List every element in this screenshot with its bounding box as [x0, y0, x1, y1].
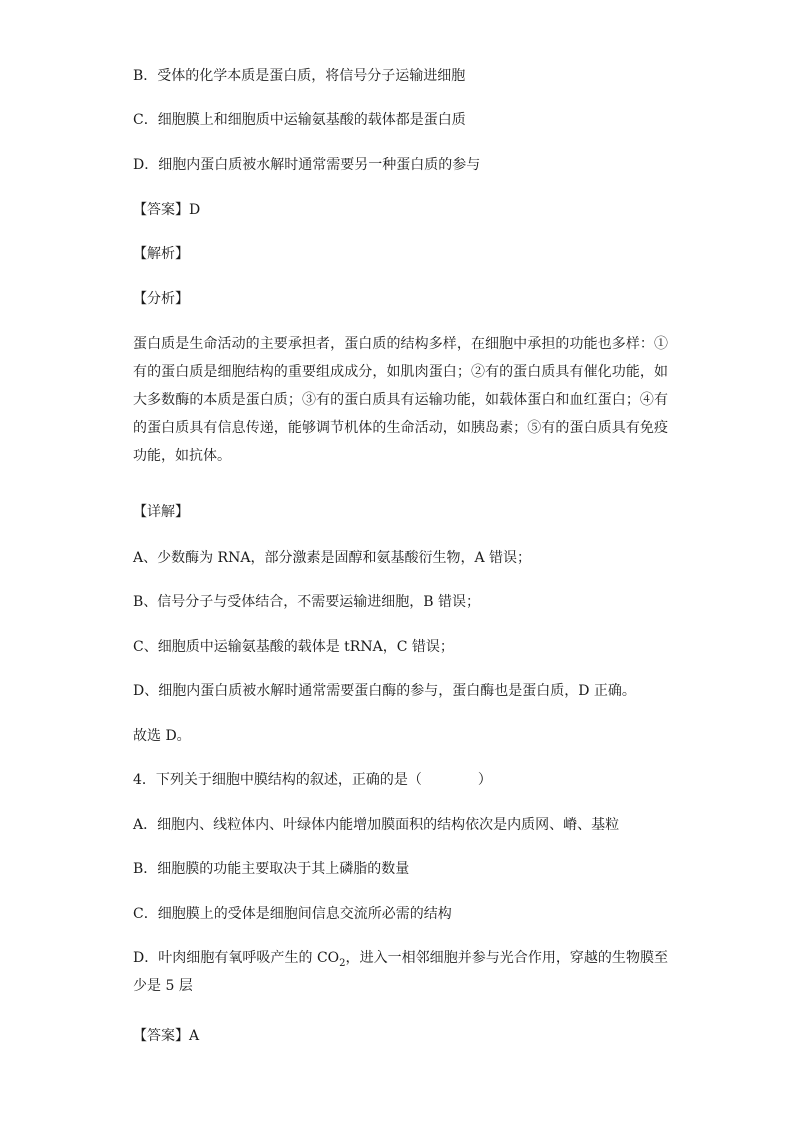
q4-answer: 【答案】A	[133, 1028, 200, 1044]
q4-option-d-post: ，进入一相邻细胞并参与光合作用，穿越的生物膜至少是 5 层	[133, 950, 668, 994]
q4-option-d-sub: 2	[339, 957, 346, 969]
q3-detail-c: C、细胞质中运输氨基酸的载体是 tRNA，C 错误；	[133, 639, 454, 655]
q3-detail-a: A、少数酶为 RNA，部分激素是固醇和氨基酸衍生物，A 错误；	[133, 550, 532, 566]
q3-detail-b: B、信号分子与受体结合，不需要运输进细胞，B 错误；	[133, 594, 481, 610]
q4-stem: 4．下列关于细胞中膜结构的叙述，正确的是（ ）	[133, 772, 492, 788]
q4-option-c: C．细胞膜上的受体是细胞间信息交流所必需的结构	[133, 906, 452, 922]
q3-fenxi-heading: 【分析】	[133, 291, 189, 307]
q4-option-a: A．细胞内、线粒体内、叶绿体内能增加膜面积的结构依次是内质网、嵴、基粒	[133, 817, 620, 833]
q4-option-b: B．细胞膜的功能主要取决于其上磷脂的数量	[133, 861, 410, 877]
q3-fenxi-text: 蛋白质是生命活动的主要承担者，蛋白质的结构多样，在细胞中承担的功能也多样：①有的蛋白质是细胞结构的重要组成成分，如肌肉蛋白；②有的蛋白质具有催化功能，如大多数酶的本质是蛋白质；③有的蛋白质具有运输功能，如载体蛋白和血红蛋白；④有的蛋白质具有信息传递，能够调节机体的生命活动，如胰岛素；⑤有的蛋白质具有免疫功能，如抗体。	[133, 336, 668, 464]
q3-detail-d: D、细胞内蛋白质被水解时通常需要蛋白酶的参与，蛋白酶也是蛋白质，D 正确。	[133, 683, 636, 699]
q4-option-d	[133, 944, 668, 1000]
q3-option-d: D．细胞内蛋白质被水解时通常需要另一种蛋白质的参与	[133, 157, 481, 173]
q3-conclusion: 故选 D。	[133, 728, 191, 744]
q3-detail-heading: 【详解】	[133, 504, 189, 520]
q3-option-c: C．细胞膜上和细胞质中运输氨基酸的载体都是蛋白质	[133, 112, 466, 128]
q4-option-d-pre: D．叶肉细胞有氧呼吸产生的 CO	[133, 950, 340, 966]
q3-option-b: B．受体的化学本质是蛋白质，将信号分子运输进细胞	[133, 68, 466, 84]
q3-analysis-heading: 【解析】	[133, 246, 189, 262]
q3-answer: 【答案】D	[133, 202, 201, 218]
